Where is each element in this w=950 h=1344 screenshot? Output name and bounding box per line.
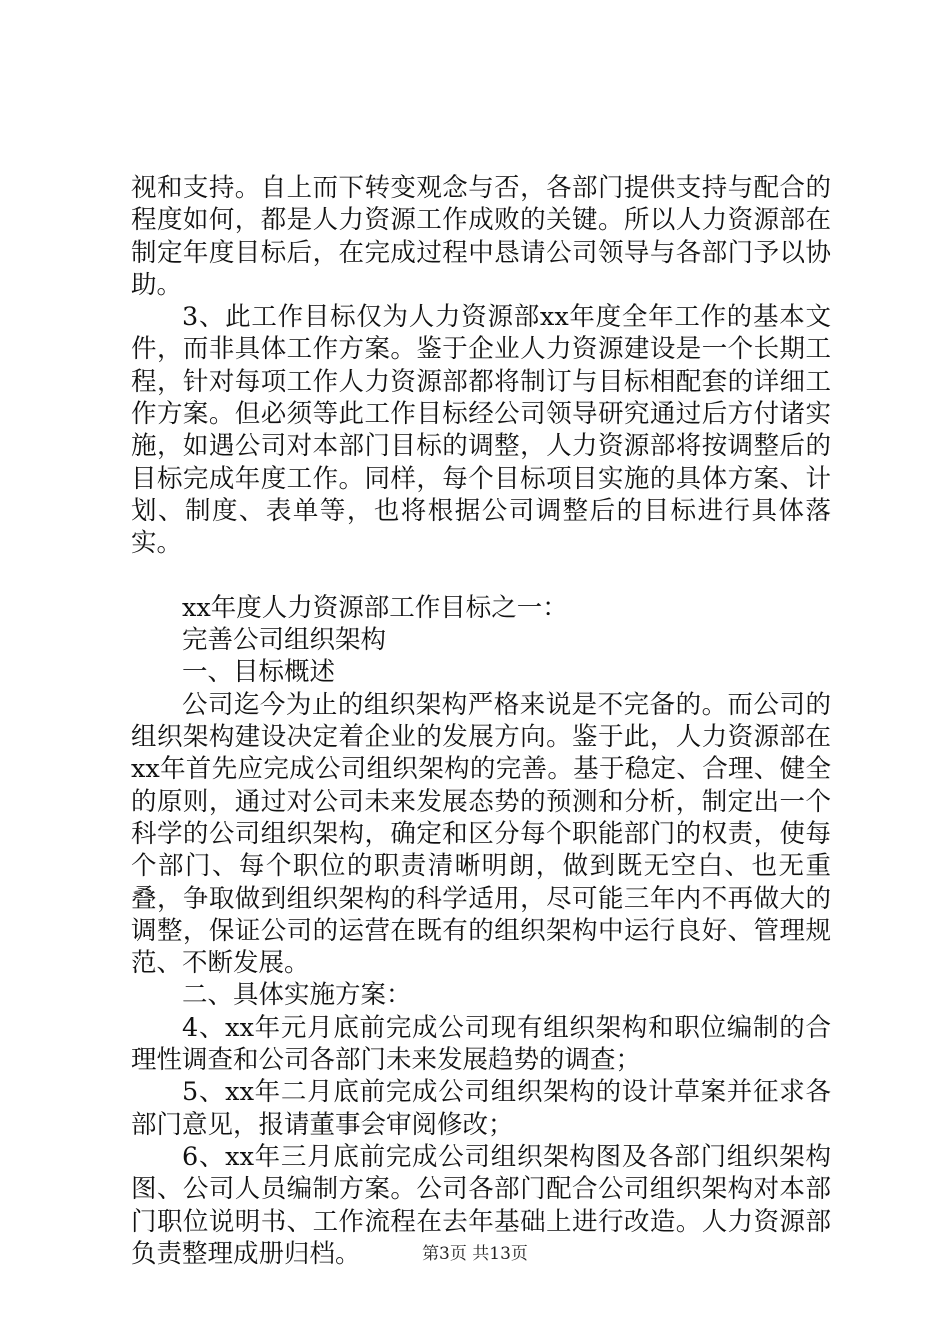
- paragraph-item-4: 4、xx年元月底前完成公司现有组织架构和职位编制的合理性调查和公司各部门未来发展趋势的调查；: [131, 1012, 831, 1076]
- paragraph-spacer: [131, 560, 831, 592]
- section-subtitle: 完善公司组织架构: [182, 625, 387, 656]
- paragraph-item-5: 5、xx年二月底前完成公司组织架构的设计草案并征求各部门意见，报请董事会审阅修改；: [131, 1077, 831, 1140]
- heading-goal-overview: 一、目标概述: [182, 657, 336, 688]
- paragraph-goal-overview: 公司迄今为止的组织架构严格来说是不完备的。而公司的组织架构建设决定着企业的发展方向。鉴于此，人力资源部在xx年首先应完成公司组织架构的完善。基于稳定、合理、健全的原则，通过对公司未来发展态势的预测和分析，制定出一个科学的公司组织架构，确定和区分每个职能部门的权责，使每个部门、每个职位的职责清晰明朗，做到既无空白、也无重叠，争取做到组织架构的科学适用，尽可能三年内不再做大的调整，保证公司的运营在既有的组织架构中运行良好、管理规范、不断发展。: [131, 689, 831, 979]
- paragraph-item-3: 3、此工作目标仅为人力资源部xx年度全年工作的基本文件，而非具体工作方案。鉴于企业人力资源建设是一个长期工程，针对每项工作人力资源部都将制订与目标相配套的详细工作方案。但必须等此工作目标经公司领导研究通过后方付诸实施，如遇公司对本部门目标的调整，人力资源部将按调整后的目标完成年度工作。同样，每个目标项目实施的具体方案、计划、制度、表单等，也将根据公司调整后的目标进行具体落实。: [131, 302, 831, 559]
- document-body: [131, 172, 831, 1270]
- paragraph-item-6: 6、xx年三月底前完成公司组织架构图及各部门组织架构图、公司人员编制方案。公司各部门配合公司组织架构对本部门职位说明书、工作流程在去年基础上进行改造。人力资源部负责整理成册归档。: [131, 1141, 831, 1269]
- heading-implementation-plan: 二、具体实施方案：: [182, 980, 412, 1011]
- section-heading-goal-one: xx年度人力资源部工作目标之一：: [182, 592, 568, 623]
- paragraph-support-continuation: 视和支持。自上而下转变观念与否，各部门提供支持与配合的程度如何，都是人力资源工作成败的关键。所以人力资源部在制定年度目标后，在完成过程中恳请公司领导与各部门予以协助。: [131, 173, 831, 300]
- page-number-footer: 第3页 共13页: [422, 1244, 528, 1264]
